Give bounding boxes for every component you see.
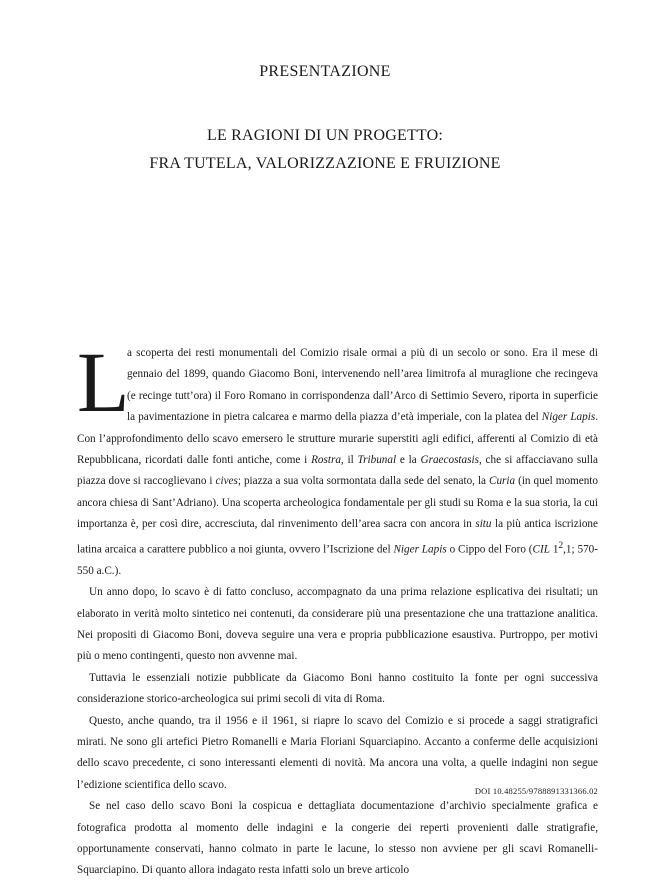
paragraph-2: Un anno dopo, lo scavo è di fatto concluso, accompagnato da una prima relazione esplicativa dei risultati; un elaborato in verità molto sintetico nei contenuti, da considerare più una presentazione che una trattazione analitica. Nei propositi di Giacomo Boni, doveva seguire una vera e propria pubblicazione esaustiva. Purtroppo, per motivi più o meno contingenti, questo non avvenne mai. [77,586,598,663]
section-title: PRESENTAZIONE [259,63,391,80]
paragraph-3: Tuttavia le essenziali notizie pubblicate da Giacomo Boni hanno costituito la fonte per ogni successiva considerazione storico-archeologica sui primi secoli di vita di Roma. [77,671,598,706]
doi-footer: DOI 10.48255/9788891331366.02 [474,786,598,796]
drop-cap: L [77,334,130,430]
paragraph-4: Questo, anche quando, tra il 1956 e il 1961, si riapre lo scavo del Comizio e si procede a saggi stratigrafici mirati. Ne sono gli artefici Pietro Romanelli e Maria Floriani Squarciapino. Accanto a conferme delle acquisizioni dello scavo precedente, ci sono interessanti elementi di novità. Ma ancora una volta, a quelle indagini non segue l’edizione scientifica dello scavo. [77,714,598,791]
chapter-title-line-1: LE RAGIONI DI UN PROGETTO: [207,127,443,144]
body-text [77,334,599,882]
paragraph-1: L a scoperta dei resti monumentali del Comizio risale ormai a più di un secolo or sono. Era il mese di gennaio del 1899, quando Giacomo Boni, intervenendo nell’area limitrofa al muraglione che recingeva (e recinge tutt’ora) il Foro Romano in corrispondenza dall’Arco di Settimio Severo, riporta in superficie la pavimentazione in pietra calcarea e marmo della piazza d’età imperiale, con la platea del Niger Lapis. Con l’approfondimento dello scavo emersero le strutture murarie superstiti agli edifici, afferenti al Comizio di età Repubblicana, ricordati dalle fonti antiche, come i Rostra, il Tribunal e la Graecostasis, che si affacciavano sulla piazza dove si raccoglievano i cives; piazza a sua volta sormontata dalla sede del senato, la Curia (in quel momento ancora chiesa di Sant’Adriano). Una scoperta archeologica fondamentale per gli studi su Roma e la sua storia, la cui importanza è, per così dire, accresciuta, dal rinvenimento dell’area sacra con ancora in situ la più antica iscrizione latina arcaica a carattere pubblico a noi giunta, ovvero l’Iscrizione del Niger Lapis o Cippo del Foro (CIL $1^2,1$; 570-550 a.C.). [77,334,599,577]
chapter-title-line-2: FRA TUTELA, VALORIZZAZIONE E FRUIZIONE [149,155,501,172]
paragraph-5: Se nel caso dello scavo Boni la cospicua e dettagliata documentazione d’archivio specialmente grafica e fotografica prodotta al momento delle indagini e la congerie dei reperti provenienti dalle stratigrafie, opportunamente conservati, hanno colmato in parte le lacune, lo stesso non avviene per gli scavi Romanelli-Squarciapino. Di quanto allora indagato resta infatti solo un breve articolo [77,800,598,877]
chapter-title [0,122,650,178]
